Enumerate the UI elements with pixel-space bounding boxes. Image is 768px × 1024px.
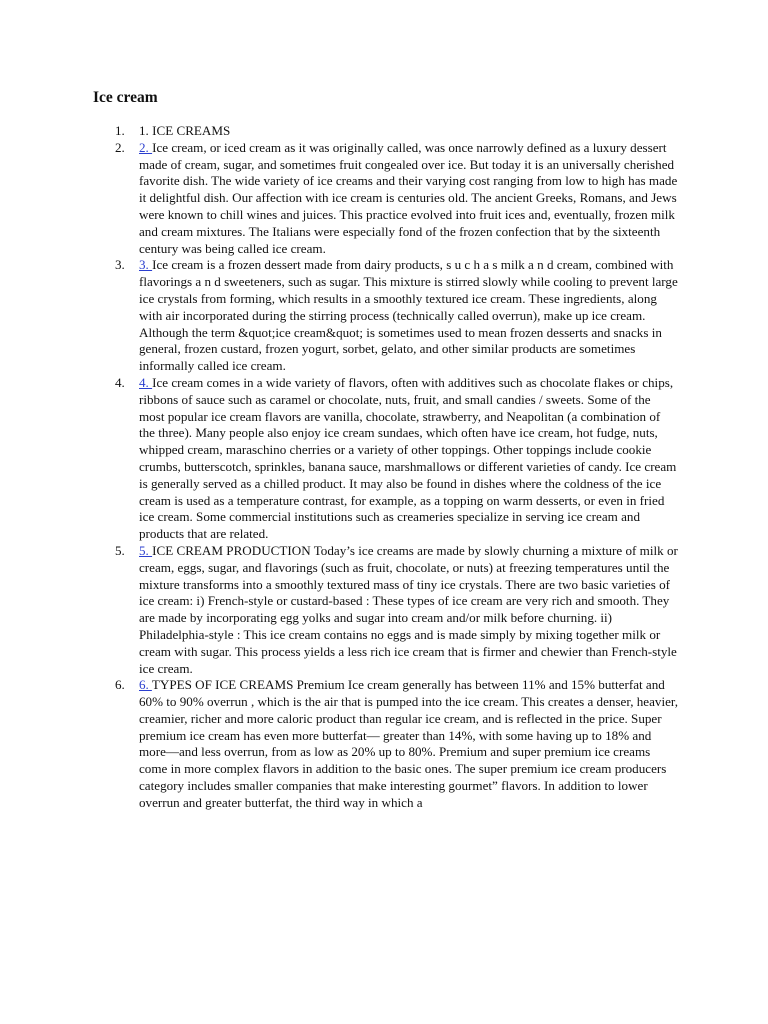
list-item-text: Ice cream comes in a wide variety of flavors, often with additives such as chocolate flakes or chips, ribbons of sauce such as caramel or chocolate, nuts, fruit, and small candies / sweets. Some of the most popular ice cream flavors are vanilla, chocolate, strawberry, and Neapolitan (a combination of the three). Many people also enjoy ice cream sundaes, which often have ice cream, hot fudge, nuts, whipped cream, maraschino cherries or a variety of other toppings. Other toppings include cookie crumbs, butterscotch, sprinkles, banana sauce, marshmallows or different varieties of candy. Ice cream is generally served as a chilled product. It may also be found in dishes where the coldness of the ice cream is used as a temperature contrast, for example, as a topping on warm desserts, or even in fried ice cream. Some commercial institutions such as creameries specialize in serving ice cream and products that are related. <box>139 374 677 542</box>
reference-link-3[interactable]: 3. <box>139 257 153 273</box>
list-item-text: TYPES OF ICE CREAMS Premium Ice cream generally has between 11% and 15% butterfat and 60% to 90% overrun , which is the air that is pumped into the ice cream. This creates a denser, heavier, creamier, richer and more caloric product than regular ice cream, and is reflected in the price. Super premium ice cream has even more butterfat— greater than 14%, with some having up to 18% and more—and less overrun, from as low as 20% up to 80%. Premium and super premium ice creams come in more complex flavors in addition to the basic ones. The super premium ice cream producers category includes smaller companies that make interesting gourmet” flavors. In addition to lower overrun and greater butterfat, the third way in which a <box>139 677 679 810</box>
list-item <box>115 139 679 258</box>
list-item-text: ICE CREAM PRODUCTION Today’s ice creams are made by slowly churning a mixture of milk or cream, eggs, sugar, and flavorings (such as fruit, chocolate, or nuts) at freezing temperatures until the mixture transforms into a smoothly textured mass of tiny ice crystals. There are two basic varieties of ice cream: i) French-style or custard-based : These types of ice cream are very rich and smooth. They are made by incorporating egg yolks and sugar into cream and/or milk before churning. ii) Philadelphia-style : This ice cream contains no eggs and is made simply by mixing together milk or cream with sugar. This process yields a less rich ice cream that is firmer and chewier than French-style ice cream. <box>139 542 678 676</box>
reference-link-6[interactable]: 6. <box>139 677 152 693</box>
list-item <box>115 123 679 140</box>
list-item-text: Ice cream, or iced cream as it was originally called, was once narrowly defined as a luxury dessert made of cream, sugar, and sometimes fruit congealed over ice. But today it is an universally cherished favorite dish. The wide variety of ice creams and their varying cost ranging from low to high has made it delightful dish. Our affection with ice cream is centuries old. The ancient Greeks, Romans, and Jews were known to chill wines and juices. This practice evolved into fruit ices and, eventually, frozen milk and cream mixtures. The Italians were especially fond of the frozen confection that by the sixteenth century was being called ice cream. <box>139 139 678 256</box>
list-number: 2. <box>115 139 125 155</box>
list-number: 4. <box>115 374 125 390</box>
reference-link-4[interactable]: 4. <box>139 374 153 390</box>
list-number: 1. <box>115 123 125 138</box>
list-item <box>115 374 679 543</box>
list-item-text: 1. ICE CREAMS <box>139 123 231 138</box>
list-item-text: Ice cream is a frozen dessert made from dairy products, s u c h a s milk a n d cream, combined with flavorings a n d sweeteners, such as sugar. This mixture is stirred slowly while cooling to prevent large ice crystals from forming, which results in a smoothly textured ice cream. These ingredients, along with air incorporated during the stirring process (technically called overrun), make up ice cream. Although the term &quot;ice cream&quot; is sometimes used to mean frozen desserts and snacks in general, frozen custard, frozen yogurt, sorbet, gelato, and other similar products are sometimes informally called ice cream. <box>139 257 678 374</box>
numbered-list <box>115 123 679 812</box>
list-number: 3. <box>115 257 125 273</box>
list-number: 6. <box>115 677 125 693</box>
list-item <box>115 677 679 811</box>
list-number: 5. <box>115 542 125 558</box>
reference-link-5[interactable]: 5. <box>139 542 153 558</box>
reference-link-2[interactable]: 2. <box>139 139 153 155</box>
list-item <box>115 257 679 375</box>
list-item <box>115 542 679 677</box>
document-title: Ice cream <box>93 89 158 106</box>
